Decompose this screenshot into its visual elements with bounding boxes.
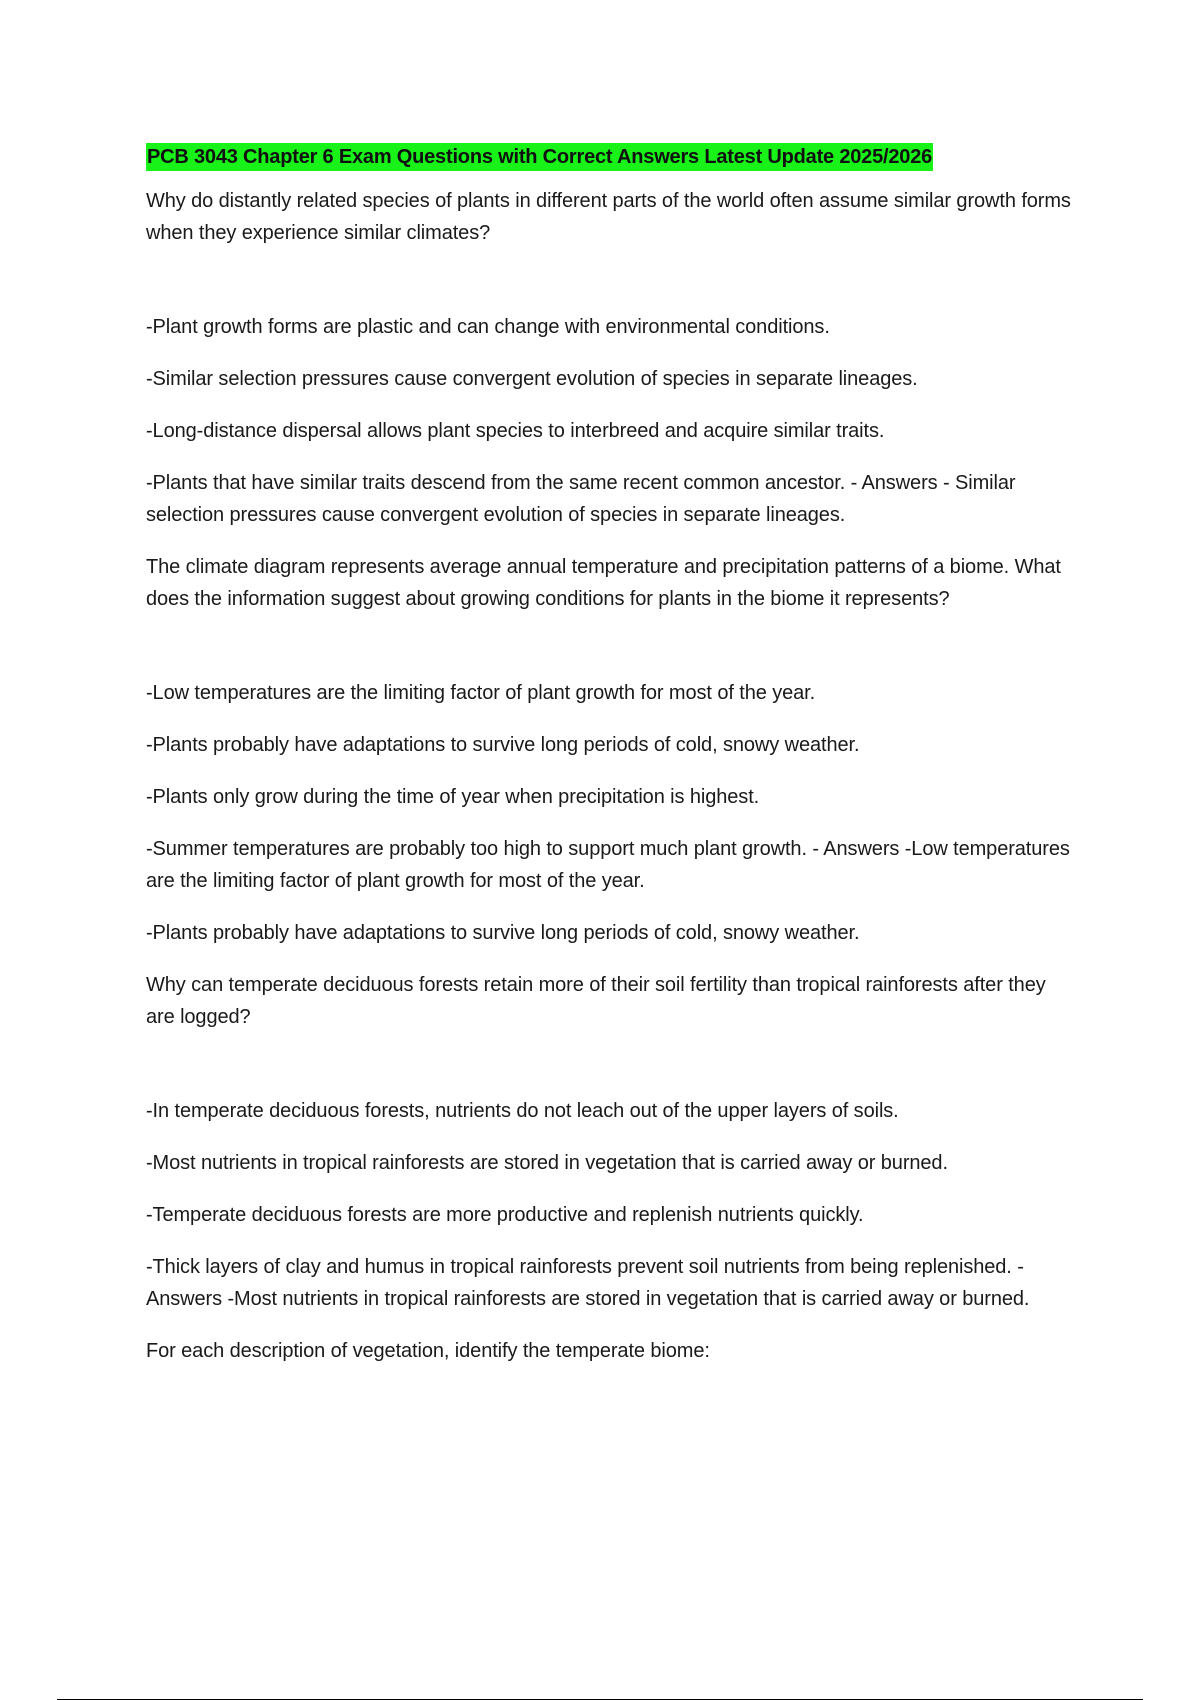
q1-option-4-with-answer: -Plants that have similar traits descend from the same recent common ancestor. - Answers - Similar selection pressures cause convergent evolution of species in separate lineages.: [146, 472, 1016, 526]
q2-option-2: -Plants probably have adaptations to survive long periods of cold, snowy weather.: [146, 734, 860, 756]
document-title: PCB 3043 Chapter 6 Exam Questions with Correct Answers Latest Update 2025/2026: [146, 143, 933, 171]
q3-option-2: -Most nutrients in tropical rainforests are stored in vegetation that is carried away or burned.: [146, 1152, 948, 1174]
q2-option-3: -Plants only grow during the time of year when precipitation is highest.: [146, 786, 760, 808]
q2-option-1: -Low temperatures are the limiting factor of plant growth for most of the year.: [146, 682, 816, 704]
question-4: For each description of vegetation, identify the temperate biome:: [146, 1340, 710, 1362]
q3-option-1: -In temperate deciduous forests, nutrients do not leach out of the upper layers of soils.: [146, 1100, 899, 1122]
q1-option-2: -Similar selection pressures cause convergent evolution of species in separate lineages.: [146, 368, 918, 390]
q3-option-4-with-answer: -Thick layers of clay and humus in tropical rainforests prevent soil nutrients from being replenished. - Answers -Most nutrients in tropical rainforests are stored in vegetation that is carried away or burned.: [146, 1256, 1030, 1310]
q3-option-3: -Temperate deciduous forests are more productive and replenish nutrients quickly.: [146, 1204, 864, 1226]
question-2: The climate diagram represents average annual temperature and precipitation patterns of a biome. What does the information suggest about growing conditions for plants in the biome it represents?: [146, 556, 1061, 610]
question-3: Why can temperate deciduous forests retain more of their soil fertility than tropical rainforests after they are logged?: [146, 974, 1046, 1028]
document-page: [146, 143, 1076, 1367]
q2-answer-continuation: -Plants probably have adaptations to survive long periods of cold, snowy weather.: [146, 922, 860, 944]
question-1: Why do distantly related species of plants in different parts of the world often assume similar growth forms when they experience similar climates?: [146, 190, 1071, 244]
q1-option-1: -Plant growth forms are plastic and can change with environmental conditions.: [146, 316, 830, 338]
q1-option-3: -Long-distance dispersal allows plant species to interbreed and acquire similar traits.: [146, 420, 885, 442]
q2-option-4-with-answer: -Summer temperatures are probably too high to support much plant growth. - Answers -Low temperatures are the limiting factor of plant growth for most of the year.: [146, 838, 1070, 892]
